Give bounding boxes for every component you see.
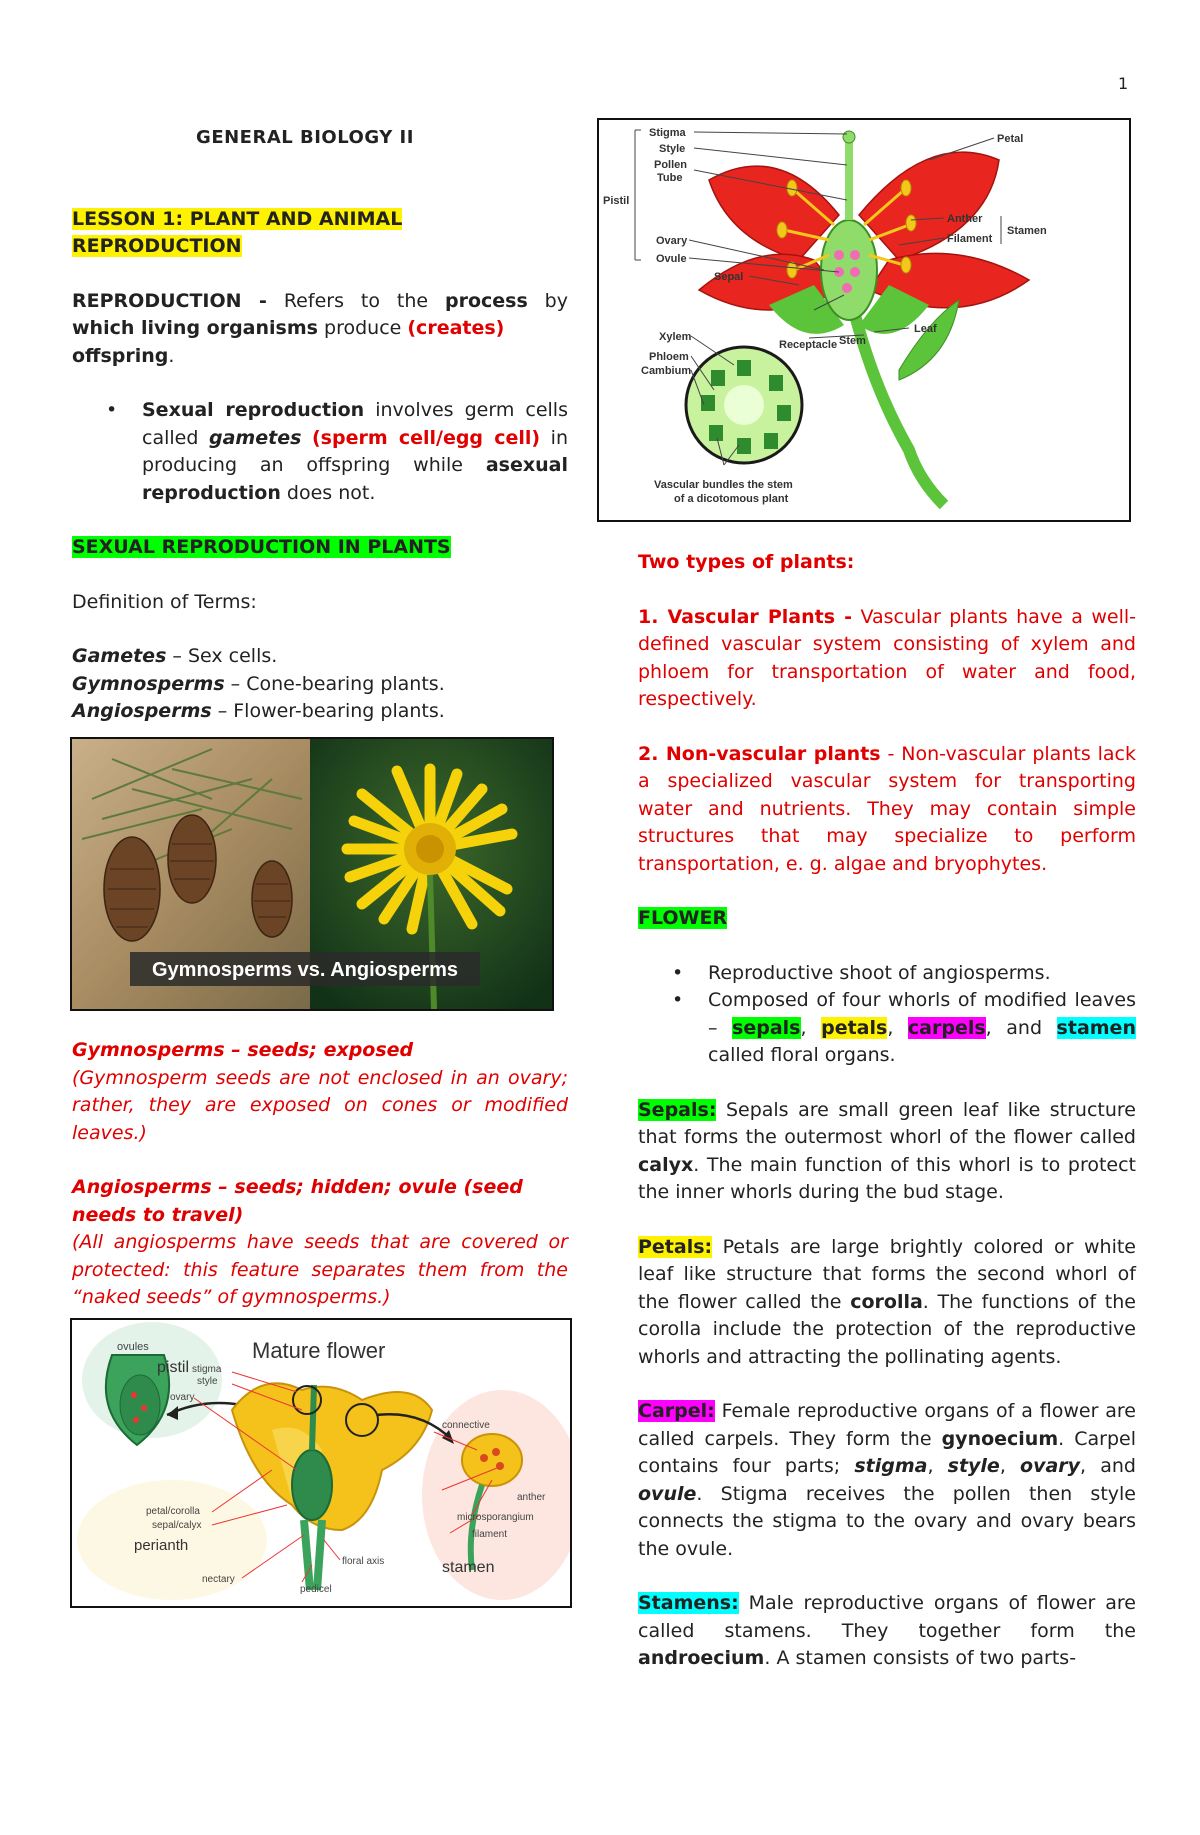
- text: Gymnosperms: [72, 672, 225, 695]
- text: gynoecium: [941, 1427, 1059, 1450]
- text: calyx: [638, 1153, 694, 1176]
- label-nectary: nectary: [202, 1574, 235, 1585]
- flower-anatomy-figure: [597, 118, 1131, 522]
- text: Composed of four whorls of modified leaves –: [708, 989, 1136, 1039]
- lesson-heading-line2: REPRODUCTION: [72, 235, 242, 257]
- list-item: [638, 960, 1136, 988]
- list-item: [72, 397, 568, 507]
- label-microsporangium: microsporangium: [457, 1512, 534, 1523]
- mature-flower-figure: [70, 1318, 572, 1608]
- text: Refers to the: [266, 289, 445, 312]
- text: ,: [887, 1016, 908, 1039]
- text: gametes: [209, 426, 302, 449]
- nonvascular-plants: [638, 741, 1136, 879]
- label-anther: anther: [517, 1492, 546, 1503]
- text: Petals:: [638, 1235, 713, 1258]
- label-petal: Petal: [997, 133, 1024, 145]
- text: Carpel:: [638, 1400, 715, 1422]
- label-sepal-calyx: sepal/calyx: [152, 1520, 202, 1531]
- sexual-reproduction-heading: SEXUAL REPRODUCTION IN PLANTS: [72, 536, 451, 558]
- petals-paragraph: [638, 1234, 1136, 1372]
- label-leaf: Leaf: [914, 323, 937, 335]
- angio-heading: Angiosperms – seeds; hidden; ovule (seed needs to travel): [72, 1176, 523, 1226]
- gymno-angio-notes: [72, 1037, 568, 1312]
- text: ,: [999, 1455, 1021, 1477]
- label-pistil: Pistil: [603, 195, 630, 207]
- text: Sepals:: [638, 1098, 717, 1121]
- text: carpels: [907, 1016, 986, 1039]
- text: called floral organs.: [708, 1044, 896, 1066]
- text: in producing an offspring while: [142, 426, 568, 476]
- label-vascular-1: Vascular bundles the stem: [654, 479, 793, 491]
- text: , and: [985, 1016, 1057, 1039]
- text: which living organisms: [72, 317, 318, 339]
- flower-heading: FLOWER: [638, 907, 728, 929]
- stamens-paragraph: [638, 1590, 1136, 1673]
- label-pollen-1: Pollen: [654, 159, 688, 171]
- text: [301, 427, 312, 449]
- label-filament: Filament: [947, 233, 993, 245]
- text: androecium: [638, 1647, 765, 1669]
- text: , and: [1080, 1455, 1136, 1477]
- two-types-heading: Two types of plants:: [638, 551, 855, 573]
- flower-anatomy-diagram: [599, 120, 1129, 520]
- reproduction-bullets: [72, 397, 568, 507]
- text: – Sex cells.: [166, 645, 278, 667]
- text: . A stamen consists of two parts-: [764, 1647, 1077, 1669]
- label-cambium: Cambium: [641, 365, 692, 377]
- gymno-angio-photo: [70, 737, 554, 1011]
- text: 1. Vascular Plants -: [638, 605, 852, 628]
- text: Sexual reproduction: [142, 399, 365, 421]
- definition-heading: Definition of Terms:: [72, 590, 257, 613]
- label-ovule: Ovule: [656, 253, 687, 265]
- text: . Carpel contains four parts;: [638, 1427, 1136, 1477]
- definition-angiosperms: [72, 698, 568, 726]
- label-floral-axis: floral axis: [342, 1556, 385, 1567]
- label-perianth: perianth: [134, 1537, 189, 1554]
- flower-bullets: [638, 960, 1136, 1070]
- mature-flower-diagram: [72, 1320, 570, 1606]
- gymno-heading: Gymnosperms – seeds; exposed: [72, 1039, 414, 1061]
- text: petals: [821, 1016, 888, 1039]
- lesson-heading: [72, 206, 568, 261]
- text: . The main function of this whorl is to protect the inner whorls during the bud stage.: [638, 1153, 1136, 1203]
- label-stamen: stamen: [442, 1559, 495, 1576]
- text: Gametes: [72, 645, 167, 667]
- text: by: [527, 289, 568, 312]
- text: stamen: [1056, 1016, 1136, 1039]
- label-style: Style: [659, 143, 686, 155]
- carpel-paragraph: [638, 1398, 1136, 1563]
- label-xylem: Xylem: [659, 331, 692, 343]
- text: . The functions of the corolla include the protection of the reproductive whorls and attracting the pollinating agents.: [638, 1290, 1136, 1368]
- label-anther: Anther: [947, 213, 983, 225]
- text: corolla: [850, 1290, 923, 1313]
- mature-flower-title: Mature flower: [252, 1338, 386, 1363]
- label-pollen-2: Tube: [657, 172, 683, 184]
- text: . Stigma receives the pollen then style connects the stigma to the ovary and ovary bears the ovule.: [638, 1482, 1136, 1560]
- text: – Flower-bearing plants.: [211, 700, 445, 722]
- label-stem: Stem: [839, 335, 866, 347]
- document-title: GENERAL BIOLOGY II: [196, 127, 414, 148]
- label-stigma: stigma: [192, 1364, 222, 1375]
- left-column: [72, 124, 568, 726]
- photo-caption: Gymnosperms vs. Angiosperms: [151, 959, 459, 981]
- text: ,: [800, 1016, 822, 1039]
- text: Male reproductive organs of flower are called stamens. They together form the: [638, 1592, 1136, 1642]
- text: - Non-vascular plants lack a specialized vascular system for transporting water and nutrients. They may contain simple structures that may specialize to perform transportation, e. g. algae and bryophytes.: [638, 742, 1136, 875]
- text: ,: [927, 1455, 948, 1477]
- label-pedicel: pedicel: [300, 1584, 332, 1595]
- lesson-heading-line1: LESSON 1: PLANT AND ANIMAL: [72, 207, 403, 230]
- text: (sperm cell/egg cell): [312, 426, 541, 449]
- gymno-body: (Gymnosperm seeds are not enclosed in an ovary; rather, they are exposed on cones or modified leaves.): [72, 1066, 568, 1144]
- sepals-paragraph: [638, 1097, 1136, 1207]
- text: style: [947, 1455, 1000, 1477]
- text: does not.: [280, 481, 376, 504]
- text: Female reproductive organs of a flower are called carpels. They form the: [638, 1400, 1136, 1450]
- vascular-plants: [638, 604, 1136, 714]
- text: – Cone-bearing plants.: [224, 672, 445, 695]
- label-phloem: Phloem: [649, 351, 689, 363]
- text: Reproductive shoot of angiosperms.: [708, 961, 1051, 984]
- label-sepal: Sepal: [714, 271, 744, 283]
- label-connective: connective: [442, 1420, 490, 1431]
- label-ovary: ovary: [170, 1392, 195, 1403]
- reproduction-definition: [72, 288, 568, 371]
- text: Vascular plants have a well-defined vascular system consisting of xylem and phloem for transportation of water and food, respectively.: [638, 605, 1136, 710]
- text: asexual reproduction: [142, 454, 568, 504]
- label-ovary: Ovary: [656, 235, 688, 247]
- text: .: [168, 344, 175, 367]
- definition-gymnosperms: [72, 671, 568, 699]
- label-pistil: pistil: [157, 1359, 190, 1376]
- text: Angiosperms: [72, 700, 212, 722]
- definition-gametes: [72, 643, 568, 671]
- text: sepals: [732, 1016, 801, 1039]
- text: process: [444, 289, 528, 312]
- text: (creates): [407, 317, 505, 339]
- text: ovary: [1020, 1455, 1081, 1477]
- text: Sepals are small green leaf like structure that forms the outermost whorl of the flower called: [638, 1098, 1136, 1148]
- label-petal-corolla: petal/corolla: [146, 1506, 200, 1517]
- text: stigma: [854, 1455, 928, 1477]
- text: Stamens:: [638, 1592, 739, 1614]
- label-ovules: ovules: [117, 1341, 149, 1353]
- text: ovule: [638, 1482, 697, 1505]
- label-stamen: Stamen: [1007, 225, 1047, 237]
- list-item: [638, 987, 1136, 1070]
- label-receptacle: Receptacle: [779, 339, 838, 351]
- text: produce: [317, 317, 408, 339]
- reproduction-term: REPRODUCTION -: [72, 289, 267, 312]
- right-column: [638, 549, 1136, 1673]
- page-number: 1: [1118, 74, 1129, 93]
- label-stigma: Stigma: [649, 127, 686, 139]
- text: involves germ cells called: [142, 399, 568, 449]
- label-style: style: [197, 1376, 218, 1387]
- angio-body: (All angiosperms have seeds that are covered or protected: this feature separates them from the “naked seeds” of gymnosperms.): [72, 1231, 568, 1308]
- text: Petals are large brightly colored or white leaf like structure that forms the second whorl of the flower called the: [638, 1235, 1136, 1313]
- text: 2. Non-vascular plants: [638, 742, 881, 765]
- gymno-angio-illustration: [72, 739, 552, 1009]
- text: offspring: [72, 344, 169, 367]
- label-filament: filament: [472, 1529, 508, 1540]
- label-vascular-2: of a dicotomous plant: [674, 493, 789, 505]
